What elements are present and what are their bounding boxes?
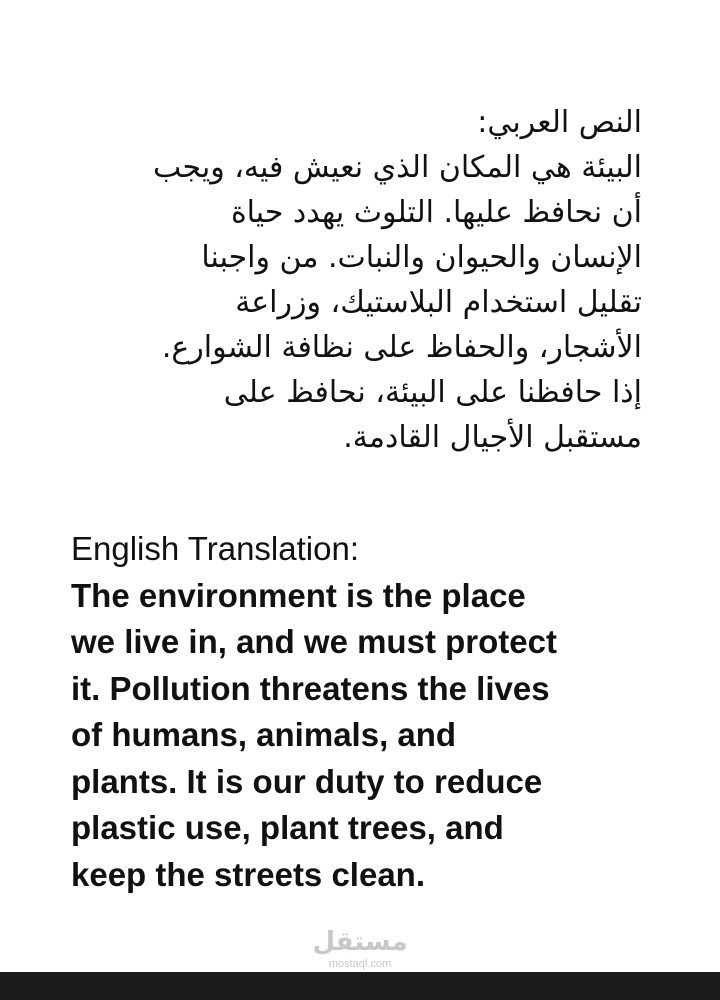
english-line: plastic use, plant trees, and [71, 809, 504, 846]
mostaql-watermark [300, 926, 420, 970]
english-heading: English Translation: [71, 530, 359, 567]
arabic-line: مستقبل الأجيال القادمة. [343, 420, 642, 455]
watermark-logo: مستقل [312, 927, 408, 957]
arabic-line: إذا حافظنا على البيئة، نحافظ على [223, 375, 642, 410]
arabic-line: الإنسان والحيوان والنبات. من واجبنا [201, 240, 642, 275]
english-line: The environment is the place [71, 576, 526, 614]
bottom-bar [0, 972, 720, 1000]
english-translation-block [71, 526, 691, 898]
arabic-line: أن نحافظ عليها. التلوث يهدد حياة [230, 195, 642, 230]
english-line: it. Pollution threatens the lives [71, 669, 550, 707]
english-line: we live in, and we must protect [71, 623, 557, 660]
watermark-url: mostaql.com [328, 958, 392, 970]
english-line: plants. It is our duty to reduce [71, 762, 543, 800]
arabic-line: تقليل استخدام البلاستيك، وزراعة [235, 285, 642, 320]
arabic-line: البيئة هي المكان الذي نعيش فيه، ويجب [153, 150, 642, 185]
english-line: of humans, animals, and [71, 716, 457, 753]
arabic-heading: النص العربي: [477, 105, 642, 140]
arabic-line: الأشجار، والحفاظ على نظافة الشوارع. [161, 330, 642, 365]
english-line: keep the streets clean. [71, 855, 426, 893]
arabic-text-block [60, 100, 642, 460]
